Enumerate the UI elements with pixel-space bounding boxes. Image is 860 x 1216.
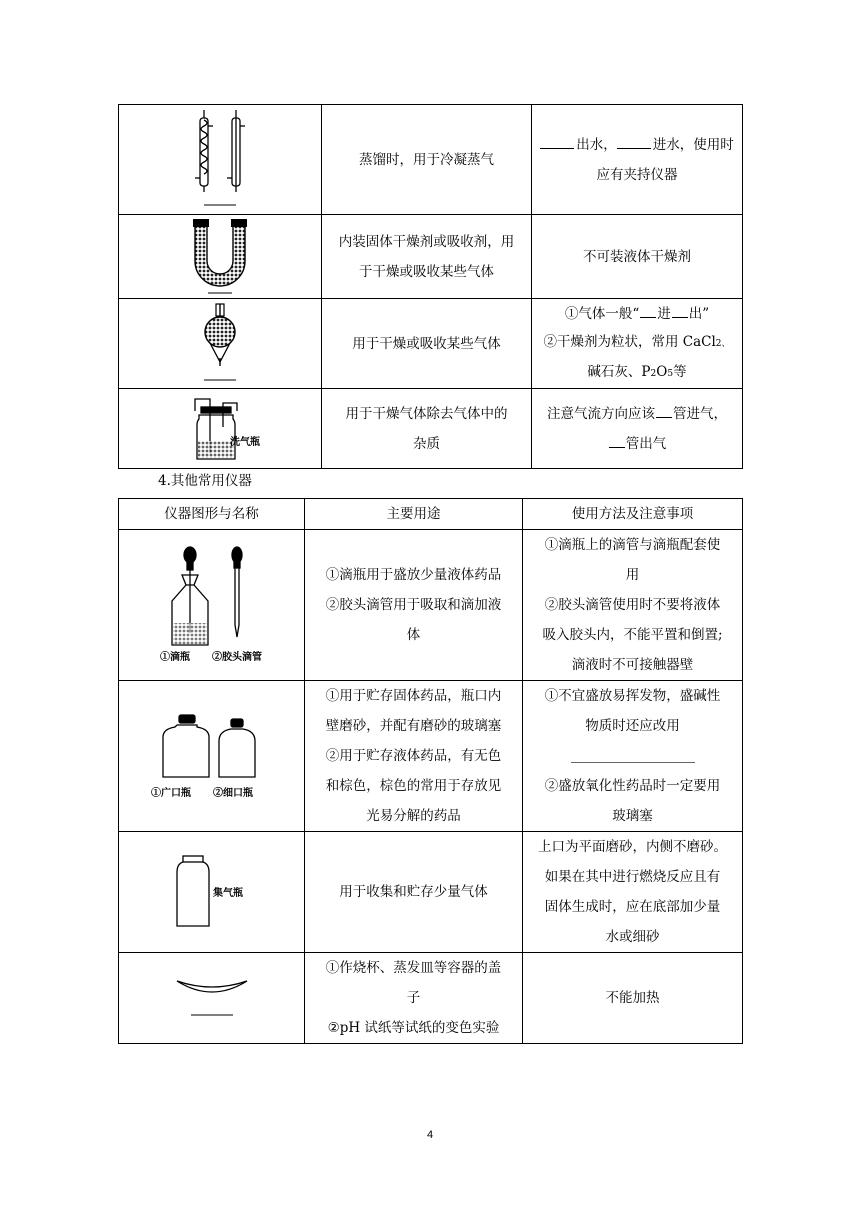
table-row: [119, 953, 743, 1044]
gas-jar-notes: 上口为平面磨砂，内侧不磨砂。 如果在其中进行燃烧反应且有 固体生成时，应在底部加少量 水或细砂: [523, 832, 743, 953]
dropper-notes: ①滴瓶上的滴管与滴瓶配套使 用 ②胶头滴管使用时不要将液体 吸入胶头内，不能平置和倒置; 滴液时不可接触器壁: [523, 530, 743, 681]
bottles-notes: ①不宜盛放易挥发物，盛碱性 物质时还应改用 ②盛放氧化性药品时一定要用 玻璃塞: [523, 681, 743, 832]
drying-tube-use: 用于干燥或吸收某些气体: [322, 299, 532, 389]
condenser-icon: [160, 108, 280, 212]
table-row: [119, 215, 743, 299]
dropper-use: ①滴瓶用于盛放少量液体药品 ②胶头滴管用于吸取和滴加液 体: [305, 530, 523, 681]
reagent-bottles-icon: [147, 711, 277, 801]
drying-tube-icon: [180, 302, 260, 386]
gas-jar-icon: [157, 852, 267, 932]
bottles-use: ①用于贮存固体药品，瓶口内 壁磨砂，并配有磨砂的玻璃塞 ②用于贮存液体药品，有无色 和棕色，棕色的常用于存放见 光易分解的药品: [305, 681, 523, 832]
wash-bottle-icon: [165, 393, 275, 465]
wash-bottle-use: 用于干燥气体除去气体中的 杂质: [322, 389, 532, 469]
wash-bottle-label: 洗气瓶: [230, 436, 260, 448]
gas-jar-use: 用于收集和贮存少量气体: [305, 832, 523, 953]
condenser-notes: 出水， 进水，使用时 应有夹持仪器: [532, 105, 743, 215]
u-tube-use: 内装固体干燥剂或吸收剂，用 于干燥或吸收某些气体: [322, 215, 532, 299]
table-row: [119, 681, 743, 832]
table-row: [119, 530, 743, 681]
narrow-mouth-bottle-label: ②细口瓶: [212, 788, 253, 799]
table-row: [119, 105, 743, 215]
watch-glass-icon: [167, 973, 257, 1023]
condenser-cell: [119, 105, 322, 215]
watch-glass-notes: 不能加热: [523, 953, 743, 1044]
wide-mouth-bottle-label: ①广口瓶: [150, 788, 191, 799]
dropper-bottle-icon: [142, 545, 282, 665]
dropper-bottle-label: ①滴瓶: [159, 652, 190, 663]
wash-bottle-cell: [119, 389, 322, 469]
dropper-pipette-label: ②胶头滴管: [211, 652, 262, 663]
condenser-use: 蒸馏时，用于冷凝蒸气: [322, 105, 532, 215]
u-tube-icon: [170, 217, 270, 297]
header-use: 主要用途: [305, 499, 523, 530]
table-row: [119, 389, 743, 469]
apparatus-table-2: [118, 498, 743, 1044]
watch-glass-cell: [119, 953, 305, 1044]
table-row: [119, 299, 743, 389]
drying-tube-cell: [119, 299, 322, 389]
dropper-cell: [119, 530, 305, 681]
gas-jar-label: 集气瓶: [212, 888, 243, 899]
bottles-cell: [119, 681, 305, 832]
u-tube-notes: 不可装液体干燥剂: [532, 215, 743, 299]
drying-tube-notes: ①气体一般“ 进 出” ②干燥剂为粒状，常用 CaCl2、 碱石灰、P2O5等: [532, 299, 743, 389]
page-number: 4: [426, 1129, 434, 1141]
u-tube-cell: [119, 215, 322, 299]
section-title: 4.其他常用仪器: [158, 473, 252, 489]
header-notes: 使用方法及注意事项: [523, 499, 743, 530]
gas-jar-cell: [119, 832, 305, 953]
watch-glass-use: ①作烧杯、蒸发皿等容器的盖 子 ②pH 试纸等试纸的变色实验: [305, 953, 523, 1044]
header-apparatus: 仪器图形与名称: [119, 499, 305, 530]
table-row: [119, 832, 743, 953]
table-header-row: [119, 499, 743, 530]
wash-bottle-notes: 注意气流方向应该 管进气， 管出气: [532, 389, 743, 469]
apparatus-table-1: [118, 104, 743, 469]
